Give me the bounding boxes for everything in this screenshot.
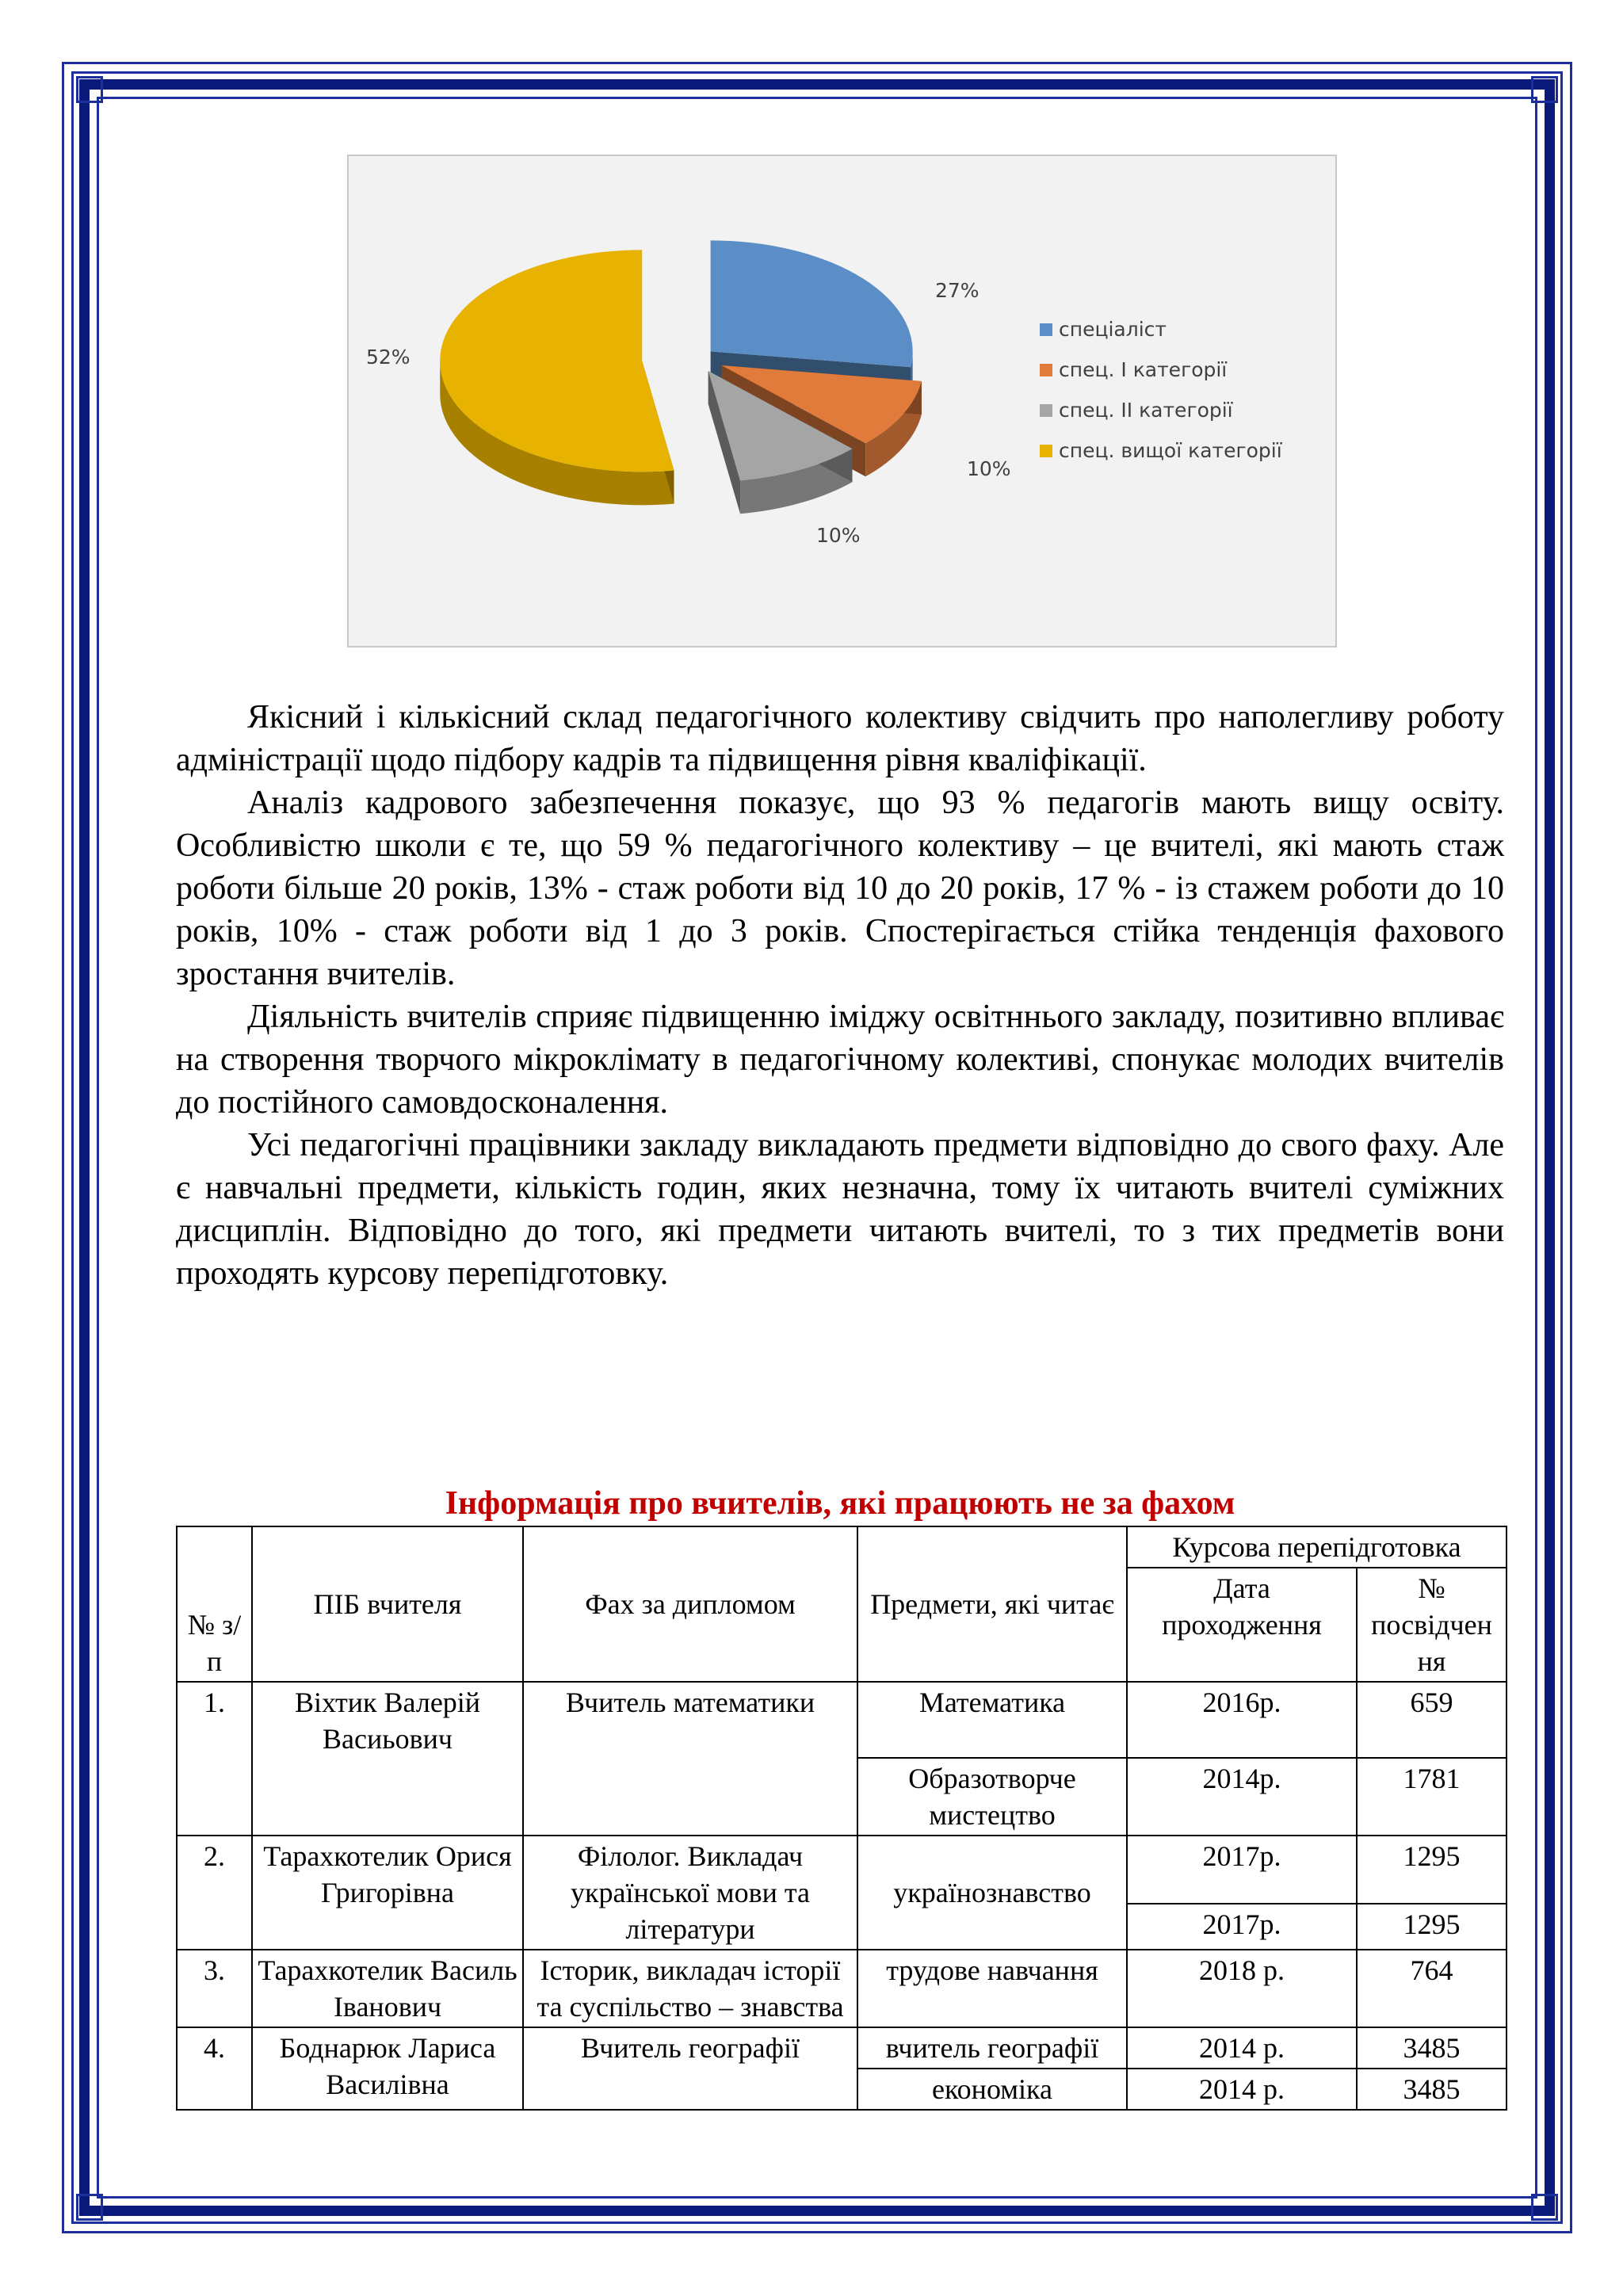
cell-cert: 3485 [1357, 2069, 1507, 2110]
body-text [176, 696, 1504, 1295]
cell-cert: 659 [1357, 1682, 1507, 1758]
cell-cert: 764 [1357, 1950, 1507, 2027]
cell-cert: 1295 [1357, 1836, 1507, 1904]
pie-chart [347, 155, 1337, 648]
cell-num: 4. [177, 2027, 252, 2110]
table-row [177, 1682, 1507, 1758]
paragraph: Якісний і кількісний склад педагогічного колективу свідчить про наполегливу роботу адміністрації щодо підбору кадрів та підвищення рівня кваліфікації. [176, 699, 1504, 778]
cell-specialty: Історик, викладач історії та суспільство – знавства [523, 1950, 857, 2027]
cell-name: Віхтик Валерій Васиьович [252, 1682, 523, 1836]
cell-cert: 1781 [1357, 1758, 1507, 1836]
header-name: ПІБ вчителя [252, 1526, 523, 1682]
cell-date: 2016р. [1127, 1682, 1357, 1758]
teachers-table [176, 1526, 1507, 2111]
paragraph: Аналіз кадрового забезпечення показує, що 93 % педагогів мають вищу освіту. Особливістю школи є те, що 59 % педагогічного колективу – це вчителі, які мають стаж роботи більше 20 років, 13% - стаж роботи від 10 до 20 років, 17 % - із стажем роботи до 10 років, 10% - стаж роботи від 1 до 3 років. Спостерігається стійка тенденція фахового зростання вчителів. [176, 785, 1504, 992]
cell-cert: 1295 [1357, 1904, 1507, 1950]
cell-date: 2014р. [1127, 1758, 1357, 1836]
table-title: Інформація про вчителів, які працюють не за фахом [445, 1485, 1235, 1522]
legend-label: спеціаліст [1059, 318, 1167, 341]
pie-slice-1 [711, 240, 913, 367]
cell-date: 2014 р. [1127, 2027, 1357, 2069]
cell-num: 1. [177, 1682, 252, 1836]
legend-swatch [1040, 364, 1052, 376]
cell-date: 2014 р. [1127, 2069, 1357, 2110]
table-row [177, 1836, 1507, 1904]
cell-subject: Математика [857, 1682, 1127, 1758]
slice-label: 27% [935, 279, 980, 302]
frame-corner-ornament [1531, 76, 1558, 103]
header-cert: № посвідчен ня [1357, 1568, 1507, 1682]
slice-label: 10% [816, 524, 861, 547]
pie-chart-svg [349, 156, 1338, 649]
cell-date: 2017р. [1127, 1836, 1357, 1904]
cell-num: 2. [177, 1836, 252, 1950]
cell-date: 2018 р. [1127, 1950, 1357, 2027]
legend-swatch [1040, 445, 1052, 457]
cell-name: Тарахкотелик Орися Григорівна [252, 1836, 523, 1950]
frame-corner-ornament [76, 2194, 103, 2221]
slice-label: 52% [366, 346, 411, 369]
slice-label: 10% [967, 457, 1011, 480]
cell-subject: економіка [857, 2069, 1127, 2110]
header-num: № з/п [177, 1526, 252, 1682]
cell-subject: трудове навчання [857, 1950, 1127, 2027]
cell-specialty: Вчитель математики [523, 1682, 857, 1836]
legend-label: спец. вищої категорії [1059, 439, 1282, 462]
header-date: Дата проходження [1127, 1568, 1357, 1682]
table-row [177, 2027, 1507, 2069]
cell-specialty: Вчитель географії [523, 2027, 857, 2110]
legend-label: спец. І категорії [1059, 358, 1228, 381]
paragraph: Діяльність вчителів сприяє підвищенню іміджу освітннього закладу, позитивно впливає на створення творчого мікроклімату в педагогічному колективі, спонукає молодих вчителів до постійного самовдосконалення. [176, 999, 1504, 1121]
cell-date: 2017р. [1127, 1904, 1357, 1950]
legend-label: спец. ІІ категорії [1059, 399, 1233, 422]
cell-name: Тарахкотелик Василь Іванович [252, 1950, 523, 2027]
cell-subject: Образотворче мистецтво [857, 1758, 1127, 1836]
legend-swatch [1040, 323, 1052, 336]
cell-subject: вчитель географії [857, 2027, 1127, 2069]
legend-swatch [1040, 404, 1052, 417]
header-specialty: Фах за дипломом [523, 1526, 857, 1682]
frame-corner-ornament [1531, 2194, 1558, 2221]
cell-num: 3. [177, 1950, 252, 2027]
cell-cert: 3485 [1357, 2027, 1507, 2069]
header-subjects: Предмети, які читає [857, 1526, 1127, 1682]
header-course: Курсова перепідготовка [1127, 1526, 1507, 1568]
table-row [177, 1950, 1507, 2027]
cell-subject: українознавство [857, 1836, 1127, 1950]
cell-name: Боднарюк Лариса Василівна [252, 2027, 523, 2110]
frame-corner-ornament [76, 76, 103, 103]
cell-specialty: Філолог. Викладач української мови та літератури [523, 1836, 857, 1950]
paragraph: Усі педагогічні працівники закладу викладають предмети відповідно до свого фаху. Але є навчальні предмети, кількість годин, яких незначна, тому їх читають вчителі суміжних дисциплін. Відповідно до того, які предмети читають вчителі, то з тих предметів вони проходять курсову перепідготовку. [176, 1127, 1504, 1292]
